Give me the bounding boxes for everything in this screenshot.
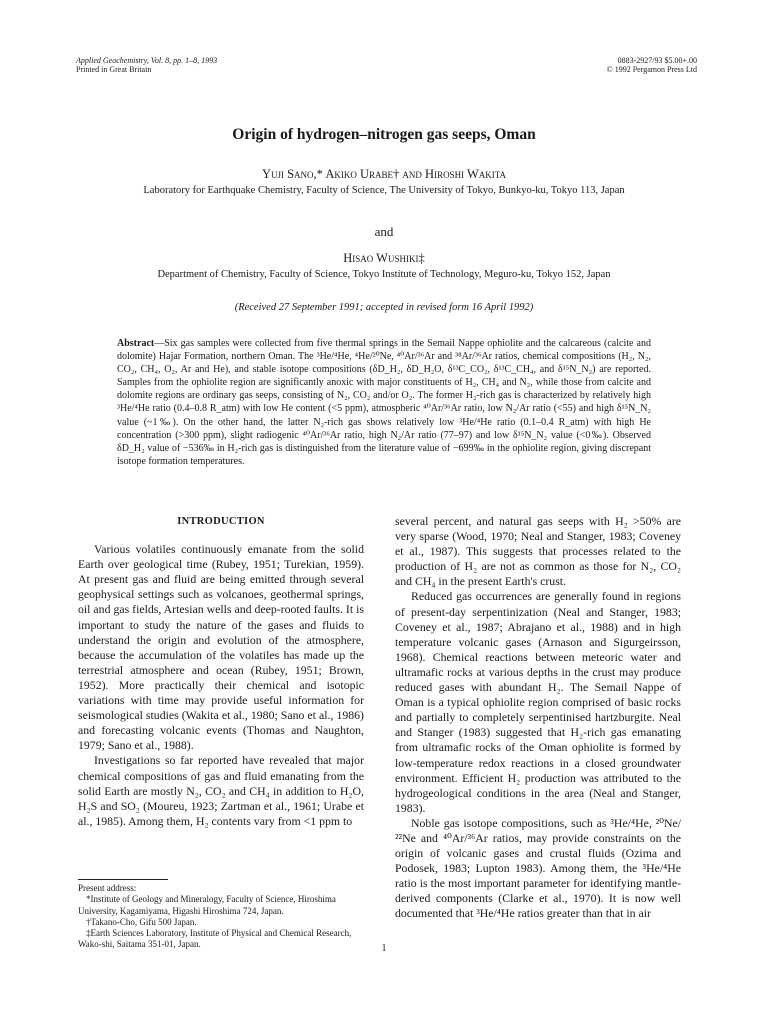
footnote-label: Present address: xyxy=(78,883,137,893)
journal-citation: Applied Geochemistry, Vol. 8, pp. 1–8, 1993 xyxy=(76,56,218,65)
copyright-line: © 1992 Pergamon Press Ltd xyxy=(606,65,697,74)
intro-paragraph-4: Reduced gas occurrences are generally found in regions of present-day serpentinization (Neal and Stanger, 1983; Coveney et al., 1987; Abrajano et al., 1988) and in high temperature volcanic gases (Arnason and Sigurgeirsson, 1968). Chemical reactions between meteoric water and ultramafic rocks at various depths in the crust may produce reduced gases with abundant H₂. The Semail Nappe of Oman is a typical ophiolite region comprised of basic rocks and partially to completely serpentinised hartzburgite. Neal and Stanger (1983) suggested that H₂-rich gas emanating from ultramafic rocks of the Oman ophiolite is formed by low-temperature redox reactions in a closed groundwater environment. Efficient H₂ production was attributed to the hydrogeological conditions in the area (Neal and Stanger, 1983). xyxy=(395,589,681,815)
section-heading-introduction: INTRODUCTION xyxy=(177,516,265,527)
abstract xyxy=(117,337,651,468)
abstract-text: —Six gas samples were collected from five thermal springs in the Semail Nappe ophiolite and the calcareous (calcite and dolomite) Hajar Formation, northern Oman. The ³He/⁴He, ⁴He/²⁰Ne, ⁴⁰Ar/³⁶Ar and ³⁸Ar/³⁶Ar ratios, chemical compositions (H₂, N₂, CO₂, CH₄, O₂, Ar and He), and stable isotope compositions (δD_H₂, δD_H₂O, δ¹³C_CO₂, δ¹³C_CH₄, and δ¹⁵N_N₂) are reported. Samples from the ophiolite region are significantly anoxic with major constituents of H₂, CH₄ and N₂, while those from calcite and dolomite regions are ordinary gas seeps, consisting of N₂, CO₂ and/or O₂. The former H₂-rich gas is characterized by relatively high ³He/⁴He ratio (0.4–0.8 R_atm) with low He content (<5 ppm), atmospheric ⁴⁰Ar/³⁶Ar ratio, low N₂/Ar ratio (<55) and high δ¹⁵N_N₂ value (~1‰). On the other hand, the latter N₂-rich gas shows relatively low ³He/⁴He ratio (0.1–0.4 R_atm) with high He concentration (>300 ppm), slight radiogenic ⁴⁰Ar/³⁶Ar ratio, high N₂/Ar ratio (77–97) and low δ¹⁵N_N₂ value (<0‰). Observed δD_H₂ value of −536‰ in H₂-rich gas is distinguished from the literature value of −699‰ in the ophiolite region, giving discrepant isotope formation temperatures. xyxy=(117,338,651,467)
page-number: 1 xyxy=(381,943,387,954)
footnote-divider xyxy=(78,879,168,880)
affiliation-1: Laboratory for Earthquake Chemistry, Faculty of Science, The University of Tokyo, Bunkyo-ku, Tokyo 113, Japan xyxy=(143,185,625,196)
right-column xyxy=(395,514,681,922)
intro-paragraph-3: several percent, and natural gas seeps with H₂ >50% are very sparse (Wood, 1970; Neal and Stanger, 1983; Coveney et al., 1987). This suggests that processes related to the production of H₂ are not as common as those for N₂, CO₂ and CH₄ in the present Earth's crust. xyxy=(395,514,681,589)
intro-paragraph-2: Investigations so far reported have revealed that major chemical compositions of gas and fluid emanating from the solid Earth are mostly N₂, CO₂ and CH₄ in addition to H₂O, H₂S and SO₂ (Moureu, 1923; Zartman et al., 1961; Urabe et al., 1985). Among them, H₂ contents vary from <1 ppm to xyxy=(78,753,364,828)
paper-title: Origin of hydrogen–nitrogen gas seeps, Oman xyxy=(232,126,536,143)
printed-location: Printed in Great Britain xyxy=(76,65,152,74)
received-dates: (Received 27 September 1991; accepted in revised form 16 April 1992) xyxy=(234,302,534,313)
intro-paragraph-5: Noble gas isotope compositions, such as ³He/⁴He, ²⁰Ne/²²Ne and ⁴⁰Ar/³⁶Ar ratios, may provide constraints on the origin of volcanic gases and crustal fluids (Ozima and Podosek, 1983; Lupton 1983). Among them, the ³He/⁴He ratio is the most important parameter for identifying mantle-derived components (Clarke et al., 1970). It is now well documented that ³He/⁴He ratios greater than that in air xyxy=(395,815,681,921)
and-separator: and xyxy=(374,224,394,239)
footnote-1: *Institute of Geology and Mineralogy, Faculty of Science, Hiroshima University, Kagamiyama, Higashi Hiroshima 724, Japan. xyxy=(78,894,336,916)
footnote-3: ‡Earth Sciences Laboratory, Institute of Physical and Chemical Research, Wako-shi, Saitama 351-01, Japan. xyxy=(78,928,352,950)
footnote-2: †Takano-Cho, Gifu 500 Japan. xyxy=(86,916,197,927)
journal-header xyxy=(76,56,217,74)
issn-price: 0883-2927/93 $5.00+.00 xyxy=(617,56,697,65)
abstract-label: Abstract xyxy=(117,338,155,349)
left-column xyxy=(78,514,364,829)
author-2: Hisao Wushiki‡ xyxy=(343,251,425,265)
author-list: Yuji Sano,* Akiko Urabe† and Hiroshi Wakita xyxy=(261,167,507,181)
copyright-header xyxy=(607,56,697,74)
affiliation-2: Department of Chemistry, Faculty of Science, Tokyo Institute of Technology, Meguro-ku, Tokyo 152, Japan xyxy=(157,269,611,280)
footnotes xyxy=(78,883,364,951)
intro-paragraph-1: Various volatiles continuously emanate from the solid Earth over geological time (Rubey, 1951; Turekian, 1959). At present gas and fluid are being emitted through several geophysical settings such as volcanoes, geothermal springs, oil and gas fields, Artesian wells and deep-rooted faults. It is important to study the nature of the gases and fluids to understand the origin and evolution of the atmosphere, because the accumulation of the volatiles has made up the terrestrial atmosphere and ocean (Rubey, 1951; Brown, 1952). More practically their chemical and isotopic variations with time may provide useful information for seismological studies (Wakita et al., 1980; Sano et al., 1986) and forecasting volcanic events (Thomas and Naughton, 1979; Sano et al., 1988). xyxy=(78,542,364,753)
